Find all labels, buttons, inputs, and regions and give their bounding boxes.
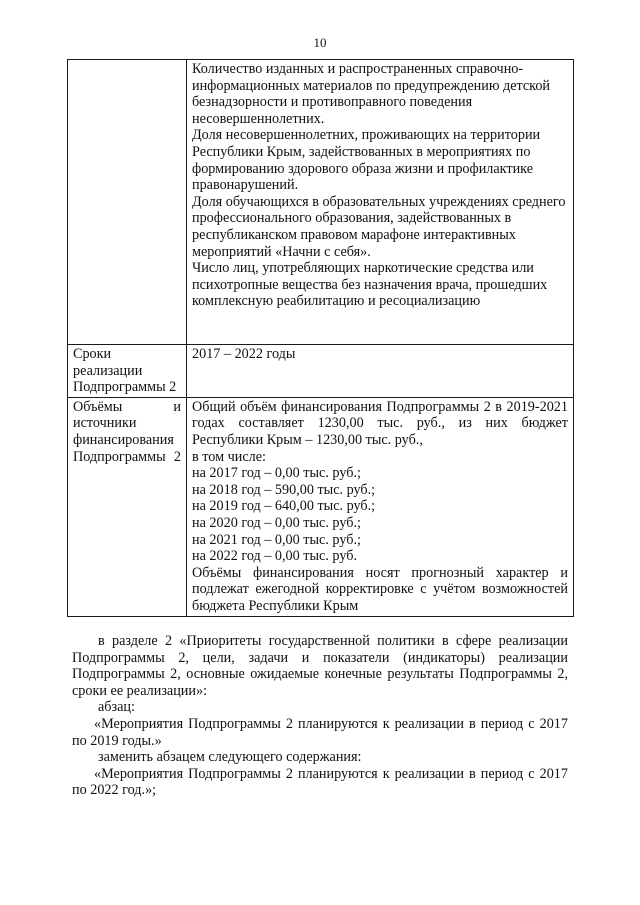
funding-year-2022: на 2022 год – 0,00 тыс. руб. [192,548,357,565]
indicator-text: Число лиц, употребляющих наркотические средства или психотропные вещества без назначения врача, прошедших комплексную реабилитацию и ресоциализацию [192,260,548,310]
indicators-value-cell [187,60,574,345]
section-intro-paragraph: в разделе 2 «Приоритеты государственной политики в сфере реализации Подпрограммы 2, цели, задачи и показатели (индикаторы) реализации Подпрограммы 2, основные ожидаемые конечные результаты Подпрограммы 2, сроки ее реализации»: [72,633,568,699]
amendment-text [72,633,568,799]
funding-intro: Общий объём финансирования Подпрограммы 2 в 2019-2021 годах составляет 1230,00 тыс. руб., из них бюджет Республики Крым – 1230,00 тыс. руб., [192,398,568,448]
replace-label: заменить абзацем следующего содержания: [98,749,362,766]
funding-value-cell [187,397,574,616]
table-row-funding [68,397,574,616]
terms-label-cell: Сроки реализации Подпрограммы 2 [68,345,187,398]
funding-year-2018: на 2018 год – 590,00 тыс. руб.; [192,481,376,498]
funding-year-2020: на 2020 год – 0,00 тыс. руб.; [192,514,361,531]
indicator-text: Количество изданных и распространенных справочно-информационных материалов по предупреждению детской безнадзорности и противоправного поведения несовершеннолетних. [192,61,551,127]
terms-value-cell: 2017 – 2022 годы [187,345,574,398]
indicator-text: Доля несовершеннолетних, проживающих на территории Республики Крым, задействованных в мероприятиях по формированию здорового образа жизни и профилактике правонарушений. [192,127,541,194]
funding-label-cell [68,397,187,616]
funding-including: в том числе: [192,448,266,465]
indicators-label-cell [68,60,187,345]
table-row-terms [68,345,574,398]
paragraph-label: абзац: [98,699,135,716]
page-number: 10 [313,35,327,50]
old-text-paragraph: «Мероприятия Подпрограммы 2 планируются к реализации в период с 2017 по 2019 годы.» [72,715,568,749]
funding-year-2019: на 2019 год – 640,00 тыс. руб.; [192,498,376,515]
table-row-indicators [68,60,574,345]
new-text-paragraph: «Мероприятия Подпрограммы 2 планируются к реализации в период с 2017 по 2022 год.»; [72,765,568,799]
indicator-text: Доля обучающихся в образовательных учреждениях среднего профессионального образования, задействованных в республиканском правовом марафоне интерактивных мероприятий «Начни с себя». [192,193,566,260]
funding-label-text: Объёмы и источники финансирования Подпрограммы 2 [73,398,181,465]
funding-year-2017: на 2017 год – 0,00 тыс. руб.; [192,465,361,482]
funding-year-2021: на 2021 год – 0,00 тыс. руб.; [192,531,361,548]
subprogram-passport-table [67,59,574,617]
funding-note: Объёмы финансирования носят прогнозный характер и подлежат ежегодной корректировке с учётом возможностей бюджета Республики Крым [192,564,568,614]
